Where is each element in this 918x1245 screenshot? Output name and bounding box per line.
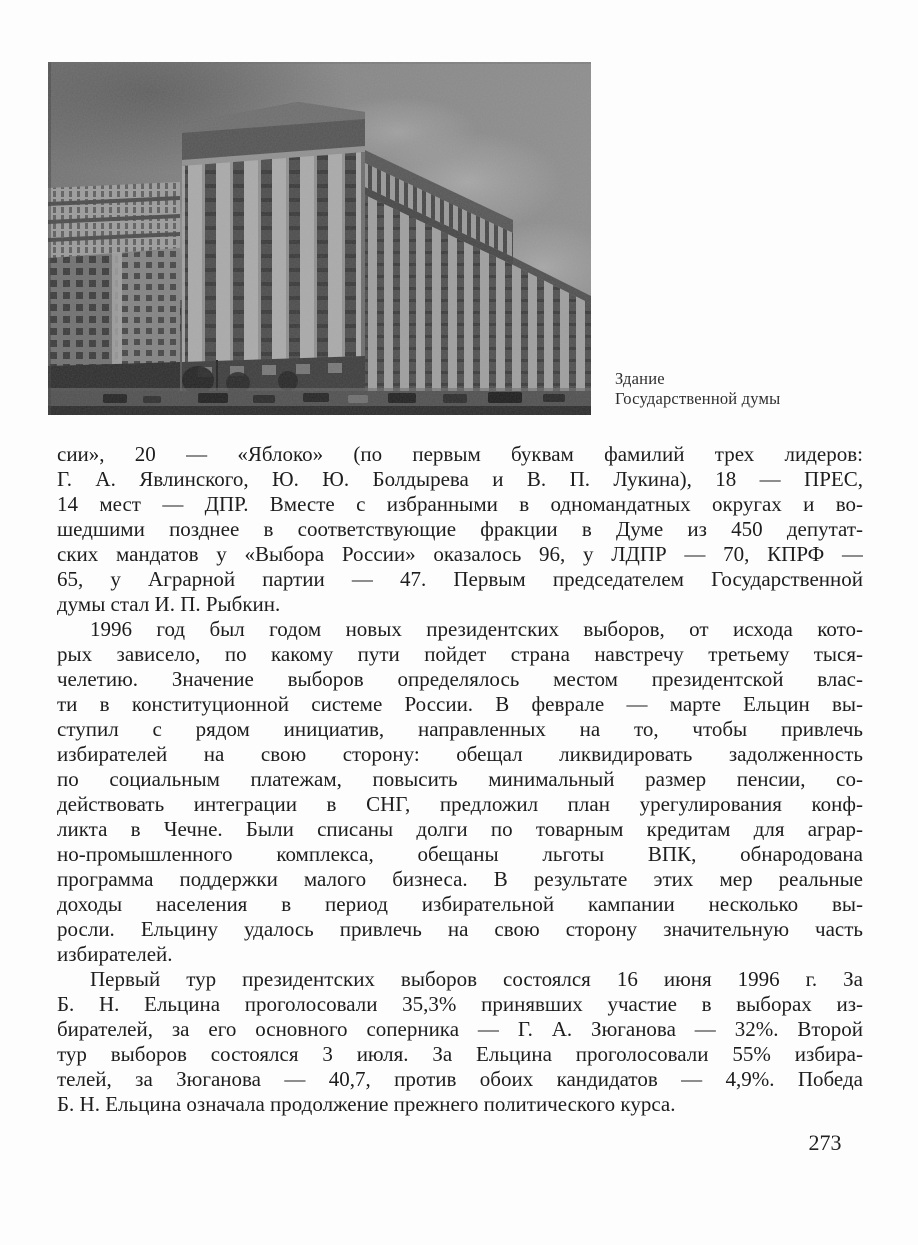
duma-photo-illustration	[48, 62, 591, 415]
text-line: рых зависело, по какому пути пойдет страна навстречу третьему тыся-	[57, 642, 863, 666]
text-line: ских мандатов у «Выбора России» оказалось 96, у ЛДПР — 70, КПРФ —	[57, 542, 863, 566]
text-line: Г. А. Явлинского, Ю. Ю. Болдырева и В. П. Лукина), 18 — ПРЕС,	[57, 467, 863, 491]
caption-line: Государственной думы	[615, 389, 781, 408]
text-line: шедшими позднее в соответствующие фракции в Думе из 450 депутат-	[57, 517, 863, 541]
text-line: ти в конституционной системе России. В феврале — марте Ельцин вы-	[57, 692, 863, 716]
text-line: избирателей на свою сторону: обещал ликвидировать задолженность	[57, 742, 863, 766]
text-line: тур выборов состоялся 3 июля. За Ельцина проголосовали 55% избира-	[57, 1042, 863, 1066]
paragraph	[57, 617, 863, 967]
text-line: ликта в Чечне. Были списаны долги по товарным кредитам для аграр-	[57, 817, 863, 841]
text-line: но-промышленного комплекса, обещаны льготы ВПК, обнародована	[57, 842, 863, 866]
text-line: по социальным платежам, повысить минимальный размер пенсии, со-	[57, 767, 863, 791]
text-line: доходы населения в период избирательной кампании несколько вы-	[57, 892, 863, 916]
duma-photo	[48, 62, 591, 415]
text-line: росли. Ельцину удалось привлечь на свою сторону значительную часть	[57, 917, 863, 941]
text-line: думы стал И. П. Рыбкин.	[57, 592, 281, 616]
text-line: действовать интеграции в СНГ, предложил план урегулирования конф-	[57, 792, 863, 816]
text-line: 1996 год был годом новых президентских выборов, от исхода кото-	[90, 617, 863, 641]
text-line: 65, у Аграрной партии — 47. Первым председателем Государственной	[57, 567, 863, 591]
text-line: избирателей.	[57, 942, 173, 966]
text-line: бирателей, за его основного соперника — Г. А. Зюганова — 32%. Второй	[57, 1017, 863, 1041]
text-line: программа поддержки малого бизнеса. В результате этих мер реальные	[57, 867, 863, 891]
text-line: Б. Н. Ельцина проголосовали 35,3% принявших участие в выборах из-	[57, 992, 863, 1016]
text-line: Б. Н. Ельцина означала продолжение прежнего политического курса.	[57, 1092, 676, 1116]
photo-caption	[615, 369, 780, 409]
text-line: телей, за Зюганова — 40,7, против обоих кандидатов — 4,9%. Победа	[57, 1067, 863, 1091]
text-line: челетию. Значение выборов определялось местом президентской влас-	[57, 667, 863, 691]
page-number: 273	[808, 1130, 842, 1155]
paragraph	[57, 442, 863, 617]
text-line: сии», 20 — «Яблоко» (по первым буквам фамилий трех лидеров:	[57, 442, 863, 466]
body-text	[57, 442, 863, 1117]
text-line: ступил с рядом инициатив, направленных на то, чтобы привлечь	[57, 717, 863, 741]
text-line: 14 мест — ДПР. Вместе с избранными в одномандатных округах и во-	[57, 492, 863, 516]
paragraph	[57, 967, 863, 1117]
text-line: Первый тур президентских выборов состоялся 16 июня 1996 г. За	[90, 967, 863, 991]
caption-line: Здание	[615, 369, 665, 388]
